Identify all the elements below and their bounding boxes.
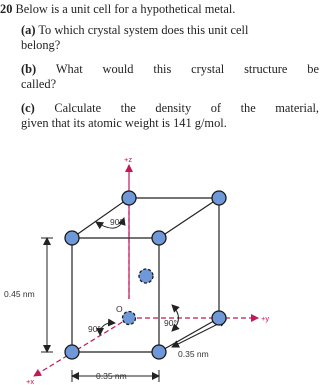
- dimension-lines: [41, 238, 226, 382]
- height-dim-label: 0.45 nm: [4, 289, 35, 299]
- edge-right-top: [159, 198, 219, 238]
- atom-front-bottom-left: [65, 345, 79, 359]
- part-b-text-2: called?: [21, 77, 57, 91]
- part-b-text-1: What would this crystal structure be: [55, 62, 319, 76]
- atom-body-center: [139, 269, 153, 283]
- atom-front-top-left: [65, 231, 79, 245]
- problem-number: 20: [0, 2, 13, 16]
- depth-dim-label: 0.35 nm: [178, 349, 209, 359]
- part-a-text-1: To which crystal system does this unit cell: [38, 23, 249, 37]
- part-c-text-2: given that its atomic weight is 141 g/mol.: [21, 116, 227, 130]
- part-c-tag: (c): [21, 101, 35, 115]
- angle-label-top: 90°: [110, 217, 123, 227]
- origin-label: O: [116, 304, 123, 314]
- part-b-tag: (b): [21, 62, 37, 76]
- width-dim-label: 0.35 nm: [96, 371, 127, 381]
- atom-back-bottom-right: [212, 311, 226, 325]
- atom-front-bottom-right: [152, 345, 166, 359]
- atom-back-top-left: [122, 191, 136, 205]
- part-a-text-2: belong?: [21, 38, 61, 52]
- part-a-tag: (a): [21, 23, 36, 37]
- atom-front-top-right: [152, 231, 166, 245]
- atom-back-top-right: [212, 191, 226, 205]
- y-axis-label: +y: [261, 314, 270, 323]
- angle-label-left: 90°: [88, 324, 101, 334]
- x-axis-label: +x: [26, 377, 35, 385]
- x-axis: [34, 318, 129, 376]
- angle-arc-left: [100, 323, 115, 335]
- atom-origin-hidden: [123, 312, 136, 325]
- angle-label-right: 90°: [164, 318, 177, 328]
- problem-intro-text: Below is a unit cell for a hypothetical metal.: [15, 2, 236, 16]
- z-axis-label: +z: [124, 155, 133, 164]
- part-c-text-1: Calculate the density of the material,: [54, 101, 319, 115]
